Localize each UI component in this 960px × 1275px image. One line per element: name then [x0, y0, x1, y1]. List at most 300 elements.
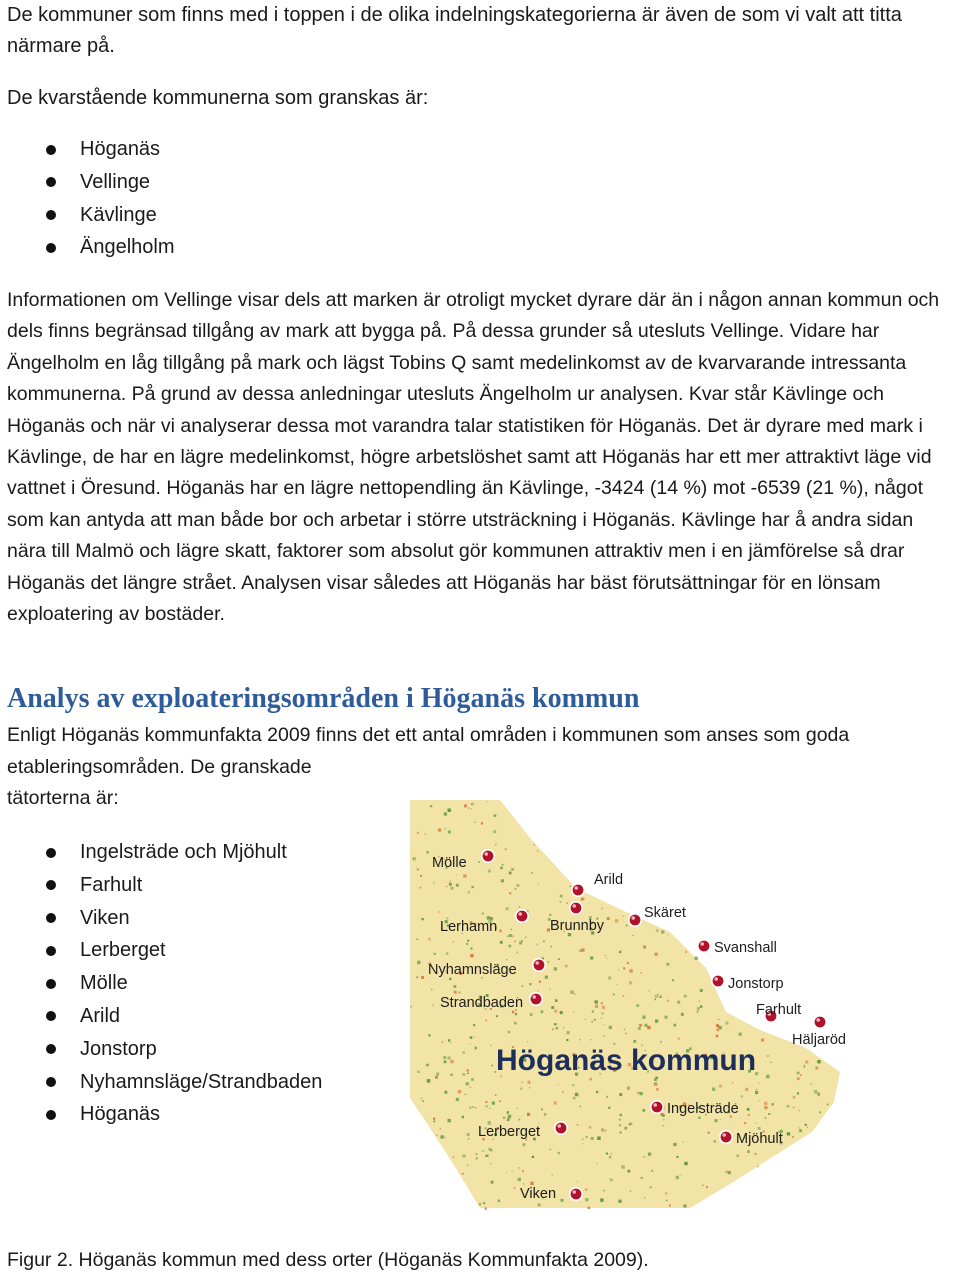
land-cover-dot	[450, 1042, 451, 1043]
land-cover-dot	[421, 1098, 423, 1100]
land-cover-dot	[544, 1113, 547, 1116]
land-cover-dot	[672, 979, 674, 981]
land-cover-dot	[620, 1131, 622, 1133]
land-cover-dot	[491, 1181, 494, 1184]
land-cover-dot	[447, 1056, 450, 1059]
land-cover-dot	[558, 1084, 559, 1085]
land-cover-dot	[554, 1101, 557, 1104]
land-cover-dot	[797, 1092, 799, 1094]
land-cover-dot	[623, 995, 625, 997]
place-label: Viken	[520, 1186, 557, 1202]
land-cover-dot	[608, 1107, 610, 1109]
land-cover-dot	[509, 872, 512, 875]
land-cover-dot	[522, 986, 524, 988]
place-label: Nyhamnsläge	[428, 962, 517, 978]
land-cover-dot	[492, 1102, 495, 1105]
land-cover-dot	[654, 1082, 657, 1085]
land-cover-dot	[470, 1107, 472, 1109]
place-label: Arild	[594, 872, 624, 888]
land-cover-dot	[552, 1174, 553, 1175]
land-cover-dot	[613, 994, 615, 996]
land-cover-dot	[551, 1006, 554, 1009]
land-cover-dot	[699, 1001, 700, 1002]
land-cover-dot	[433, 882, 434, 883]
land-cover-dot	[468, 1138, 470, 1140]
land-cover-dot	[458, 991, 460, 993]
land-cover-dot	[651, 1170, 653, 1172]
land-cover-dot	[629, 1123, 631, 1125]
land-cover-dot	[554, 967, 557, 970]
list-item: Nyhamnsläge/Strandbaden	[7, 1066, 322, 1099]
land-cover-dot	[602, 1006, 605, 1009]
land-cover-dot	[596, 1163, 597, 1164]
land-cover-dot	[417, 1071, 419, 1073]
land-cover-dot	[506, 959, 507, 960]
land-cover-dot	[805, 1124, 807, 1126]
land-cover-dot	[579, 950, 581, 952]
list-item: Lerberget	[7, 934, 322, 967]
place-label: Farhult	[756, 1002, 802, 1018]
land-cover-dot	[420, 875, 422, 877]
land-cover-dot	[486, 1155, 488, 1157]
land-cover-dot	[554, 1023, 556, 1025]
land-cover-dot	[732, 1082, 733, 1083]
land-cover-dot	[725, 1022, 728, 1025]
land-cover-dot	[607, 958, 608, 959]
land-cover-dot	[450, 1074, 453, 1077]
land-cover-dot	[517, 884, 520, 887]
place-marker-highlight	[714, 977, 718, 981]
land-cover-dot	[530, 1182, 533, 1185]
land-cover-dot	[560, 1011, 563, 1014]
land-cover-dot	[650, 1186, 652, 1188]
land-cover-dot	[629, 981, 632, 984]
land-cover-dot	[681, 1174, 682, 1175]
bullet-icon	[46, 913, 56, 923]
land-cover-dot	[416, 977, 418, 979]
land-cover-dot	[663, 1119, 664, 1120]
land-cover-dot	[805, 1060, 808, 1063]
land-cover-dot	[595, 1000, 598, 1003]
land-cover-dot	[501, 879, 504, 882]
land-cover-dot	[532, 872, 534, 874]
land-cover-dot	[522, 1143, 525, 1146]
land-cover-dot	[432, 1005, 433, 1006]
list-item: Viken	[7, 902, 322, 935]
list-item: Höganäs	[7, 1098, 322, 1131]
land-cover-dot	[517, 1108, 518, 1109]
land-cover-dot	[489, 1121, 490, 1122]
land-cover-dot	[552, 1029, 554, 1031]
place-label: Mjöhult	[736, 1131, 783, 1147]
land-cover-dot	[448, 1039, 450, 1041]
land-cover-dot	[488, 870, 491, 873]
land-cover-dot	[508, 1115, 512, 1119]
land-cover-dot	[799, 1127, 800, 1128]
land-cover-dot	[550, 946, 552, 948]
land-cover-dot	[458, 1090, 461, 1093]
land-cover-dot	[666, 963, 669, 966]
land-cover-dot	[464, 804, 467, 807]
land-cover-dot	[597, 1137, 601, 1141]
land-cover-dot	[633, 1040, 636, 1043]
list-item: Mölle	[7, 967, 322, 1000]
land-cover-dot	[467, 1069, 469, 1071]
land-cover-dot	[421, 976, 424, 979]
land-cover-dot	[444, 1091, 447, 1094]
bullet-icon	[46, 243, 56, 253]
land-cover-dot	[490, 1045, 491, 1046]
land-cover-dot	[610, 1178, 611, 1179]
land-cover-dot	[436, 1135, 438, 1137]
land-cover-dot	[506, 1172, 507, 1173]
land-cover-dot	[611, 1153, 612, 1154]
land-cover-dot	[643, 1109, 646, 1112]
land-cover-dot	[586, 1136, 588, 1138]
land-cover-dot	[766, 1075, 770, 1079]
bullet-icon	[46, 946, 56, 956]
land-cover-dot	[463, 1052, 465, 1054]
land-cover-dot	[466, 943, 468, 945]
land-cover-dot	[799, 1129, 802, 1132]
land-cover-dot	[488, 1148, 491, 1151]
land-cover-dot	[655, 953, 658, 956]
land-cover-dot	[656, 929, 659, 932]
land-cover-dot	[629, 969, 632, 972]
bullet-icon	[46, 1044, 56, 1054]
land-cover-dot	[471, 803, 474, 806]
land-cover-dot	[529, 983, 531, 985]
land-cover-dot	[601, 908, 603, 910]
place-marker-icon	[482, 850, 494, 862]
land-cover-dot	[470, 1087, 472, 1089]
land-cover-dot	[655, 995, 658, 998]
list-item: Jonstorp	[7, 1033, 322, 1066]
place-label: Svanshall	[714, 940, 777, 956]
land-cover-dot	[665, 1192, 667, 1194]
land-cover-dot	[716, 1035, 719, 1038]
land-cover-dot	[541, 1010, 544, 1013]
land-cover-dot	[426, 851, 429, 854]
land-cover-dot	[585, 1188, 588, 1191]
land-cover-dot	[677, 1001, 680, 1004]
land-cover-dot	[674, 1024, 677, 1027]
land-cover-dot	[527, 1041, 528, 1042]
land-cover-dot	[545, 976, 548, 979]
land-cover-dot	[600, 1198, 603, 1201]
land-cover-dot	[811, 1084, 812, 1085]
towns-list	[7, 836, 322, 1131]
section-heading: Analys av exploateringsområden i Höganäs kommun	[7, 683, 640, 714]
land-cover-dot	[717, 1029, 720, 1032]
land-cover-dot	[623, 967, 625, 969]
land-cover-dot	[566, 1039, 568, 1041]
land-cover-dot	[549, 914, 551, 916]
land-cover-dot	[483, 1202, 485, 1204]
land-cover-dot	[765, 1117, 767, 1119]
land-cover-dot	[446, 886, 447, 887]
land-cover-dot	[797, 1077, 800, 1080]
land-cover-dot	[589, 1126, 591, 1128]
land-cover-dot	[493, 830, 496, 833]
land-cover-dot	[476, 1158, 478, 1160]
land-cover-dot	[676, 1176, 679, 1179]
land-cover-dot	[499, 930, 502, 933]
land-cover-dot	[444, 813, 447, 816]
land-cover-dot	[554, 1010, 557, 1013]
land-cover-dot	[511, 868, 514, 871]
list-item: Vellinge	[7, 166, 175, 199]
land-cover-dot	[706, 1186, 708, 1188]
land-cover-dot	[487, 801, 488, 802]
land-cover-dot	[520, 1088, 522, 1090]
land-cover-dot	[502, 864, 503, 865]
land-cover-dot	[768, 1113, 770, 1115]
land-cover-dot	[417, 939, 418, 940]
land-cover-dot	[681, 1013, 684, 1016]
land-cover-dot	[748, 1114, 750, 1116]
analysis-paragraph: Informationen om Vellinge visar dels att marken är otroligt mycket dyrare där än i någon annan kommun och dels finns begränsad tillgång av mark att bygga på. På dessa grunder så utesluts Vellinge. Vidare har Ängelholm en låg tillgång på mark och lägst Tobins Q samt medelinkomst av de kvarvarande intressanta kommunerna. På grund av dessa anledningar utesluts Ängelholm ur analysen. Kvar står Kävlinge och Höganäs och när vi analyserar dessa mot varandra talar statistiken för Höganäs. Det är dyrare med mark i Kävlinge, de har en lägre medelinkomst, högre arbetslöshet samt att Höganäs har ett mer attraktivt läge vid vattnet i Öresund. Höganäs har en lägre nettopendling än Kävlinge, -3424 (14 %) mot -6539 (21 %), något som kan antyda att man både bor och arbetar i större utsträckning i Höganäs. Kävlinge har å andra sidan nära till Malmö och lägre skatt, faktorer som absolut gör kommunen attraktiv men i en jämförelse så drar Höganäs det längre strået. Analysen visar således att Höganäs har bäst förutsättningar för en lönsam exploatering av bostäder.	[7, 289, 940, 626]
land-cover-dot	[512, 1170, 513, 1171]
land-cover-dot	[448, 1119, 451, 1122]
land-cover-dot	[585, 1019, 586, 1020]
land-cover-dot	[485, 1101, 487, 1103]
land-cover-dot	[514, 941, 515, 942]
land-cover-dot	[467, 1133, 470, 1136]
land-cover-dot	[683, 1142, 684, 1143]
land-cover-dot	[609, 1026, 612, 1029]
land-cover-dot	[468, 807, 469, 808]
land-cover-dot	[764, 1106, 767, 1109]
land-cover-dot	[667, 1000, 669, 1002]
land-cover-dot	[438, 911, 440, 913]
land-cover-dot	[440, 1128, 442, 1130]
land-cover-dot	[582, 1139, 583, 1140]
land-cover-dot	[417, 961, 421, 965]
land-cover-dot	[793, 1107, 794, 1108]
land-cover-dot	[473, 1024, 475, 1026]
land-cover-dot	[641, 1177, 643, 1179]
land-cover-dot	[608, 977, 611, 980]
land-cover-dot	[486, 1105, 488, 1107]
land-cover-dot	[508, 1031, 511, 1034]
land-cover-dot	[755, 1091, 758, 1094]
land-cover-dot	[539, 981, 541, 983]
land-cover-dot	[550, 1149, 552, 1151]
land-cover-dot	[580, 1106, 581, 1107]
land-cover-dot	[725, 1171, 727, 1173]
land-cover-dot	[443, 1056, 446, 1059]
bullet-icon	[46, 880, 56, 890]
land-cover-dot	[744, 1122, 746, 1124]
place-marker-highlight	[700, 942, 704, 946]
land-cover-dot	[617, 984, 618, 985]
land-cover-dot	[451, 887, 454, 890]
land-cover-dot	[512, 1011, 514, 1013]
bullet-icon	[46, 1077, 56, 1087]
land-cover-dot	[581, 898, 584, 901]
land-cover-dot	[509, 892, 511, 894]
figure-caption: Figur 2. Höganäs kommun med dess orter (Höganäs Kommunfakta 2009).	[7, 1249, 649, 1271]
land-cover-dot	[661, 930, 664, 933]
place-marker-highlight	[722, 1133, 726, 1137]
land-cover-dot	[479, 1203, 481, 1205]
land-cover-dot	[475, 1153, 477, 1155]
land-cover-dot	[588, 1207, 590, 1209]
land-cover-dot	[601, 1129, 604, 1132]
land-cover-dot	[514, 1022, 517, 1025]
land-cover-dot	[719, 1085, 722, 1088]
land-cover-dot	[644, 1197, 645, 1198]
land-cover-dot	[577, 1181, 578, 1182]
list-item: Arild	[7, 1000, 322, 1033]
place-marker-highlight	[653, 1103, 657, 1107]
place-marker-icon	[530, 993, 542, 1005]
land-cover-dot	[630, 1190, 631, 1191]
land-cover-dot	[619, 1119, 621, 1121]
place-marker-icon	[516, 910, 528, 922]
land-cover-dot	[761, 1039, 764, 1042]
land-cover-dot	[619, 951, 621, 953]
land-cover-dot	[567, 902, 569, 904]
land-cover-dot	[678, 1038, 680, 1040]
land-cover-dot	[604, 1130, 606, 1132]
land-cover-dot	[449, 883, 452, 886]
list-item: Kävlinge	[7, 199, 175, 232]
land-cover-dot	[804, 1065, 805, 1066]
land-cover-dot	[453, 985, 456, 988]
list-item: Farhult	[7, 869, 322, 902]
land-cover-dot	[466, 1082, 469, 1085]
land-cover-dot	[456, 875, 457, 876]
land-cover-dot	[467, 1164, 469, 1166]
place-label: Lerhamn	[440, 919, 498, 935]
land-cover-dot	[719, 1026, 722, 1029]
place-marker-icon	[533, 959, 545, 971]
land-cover-dot	[449, 978, 451, 980]
land-cover-dot	[720, 1119, 721, 1120]
land-cover-dot	[764, 1102, 767, 1105]
land-cover-dot	[469, 1043, 470, 1044]
land-cover-dot	[522, 1170, 524, 1172]
land-cover-dot	[643, 946, 646, 949]
land-cover-dot	[527, 1113, 530, 1116]
land-cover-dot	[640, 1092, 643, 1095]
land-cover-dot	[428, 1034, 430, 1036]
land-cover-dot	[423, 1100, 425, 1102]
land-cover-dot	[639, 1024, 642, 1027]
land-cover-dot	[485, 1020, 487, 1022]
land-cover-dot	[529, 1087, 530, 1088]
land-cover-dot	[503, 1117, 505, 1119]
land-cover-dot	[620, 1114, 622, 1116]
land-cover-dot	[660, 1113, 663, 1116]
land-cover-dot	[628, 1170, 631, 1173]
land-cover-dot	[534, 844, 535, 845]
land-cover-dot	[435, 1076, 438, 1079]
land-cover-dot	[697, 1011, 699, 1013]
land-cover-dot	[507, 935, 509, 937]
place-marker-highlight	[557, 1124, 561, 1128]
land-cover-dot	[537, 990, 538, 991]
land-cover-dot	[624, 1127, 627, 1130]
land-cover-dot	[450, 1060, 453, 1063]
place-label: Mölle	[432, 855, 467, 871]
land-cover-dot	[609, 1156, 612, 1159]
land-cover-dot	[555, 999, 558, 1002]
land-cover-dot	[471, 1078, 474, 1081]
land-cover-dot	[543, 940, 545, 942]
remaining-intro: De kvarstående kommunerna som granskas är:	[7, 87, 429, 109]
land-cover-dot	[807, 1127, 808, 1128]
land-cover-dot	[618, 1200, 621, 1203]
land-cover-dot	[475, 1107, 476, 1108]
land-cover-dot	[615, 919, 618, 922]
land-cover-dot	[518, 1178, 521, 1181]
land-cover-dot	[602, 1012, 604, 1014]
land-cover-dot	[512, 935, 514, 937]
land-cover-dot	[718, 1019, 719, 1020]
land-cover-dot	[603, 1024, 604, 1025]
land-cover-dot	[561, 1199, 564, 1202]
land-cover-dot	[662, 1125, 663, 1126]
land-cover-dot	[642, 1016, 645, 1019]
land-cover-dot	[514, 1187, 516, 1189]
land-cover-dot	[676, 1156, 678, 1158]
land-cover-dot	[532, 1156, 534, 1158]
place-marker-icon	[814, 1016, 826, 1028]
land-cover-dot	[647, 1026, 650, 1029]
land-cover-dot	[446, 952, 448, 954]
land-cover-dot	[606, 1153, 608, 1155]
land-cover-dot	[490, 1163, 491, 1164]
land-cover-dot	[463, 1073, 466, 1076]
land-cover-dot	[683, 1205, 686, 1208]
list-item: Ängelholm	[7, 231, 175, 264]
land-cover-dot	[445, 1137, 446, 1138]
place-marker-highlight	[518, 912, 522, 916]
land-cover-dot	[747, 1150, 750, 1153]
section-paragraph: Enligt Höganäs kommunfakta 2009 finns det ett antal områden i kommunen som anses som goda etableringsområden. De granskade tätorterna är:	[7, 724, 850, 810]
land-cover-dot	[470, 954, 473, 957]
land-cover-dot	[624, 1029, 625, 1030]
land-cover-dot	[627, 962, 629, 964]
land-cover-dot	[494, 814, 496, 816]
bullet-icon	[46, 145, 56, 155]
land-cover-dot	[530, 1013, 533, 1016]
land-cover-dot	[590, 1039, 591, 1040]
land-cover-dot	[771, 1062, 772, 1063]
land-cover-dot	[441, 1135, 444, 1138]
land-cover-dot	[498, 1200, 501, 1203]
land-cover-dot	[516, 952, 518, 954]
land-cover-dot	[467, 940, 469, 942]
bullet-icon	[46, 210, 56, 220]
land-cover-dot	[413, 857, 416, 860]
land-cover-dot	[570, 886, 572, 888]
map-title: Höganäs kommun	[496, 1044, 757, 1077]
land-cover-dot	[574, 994, 576, 996]
land-cover-dot	[470, 1036, 473, 1039]
land-cover-dot	[556, 1027, 558, 1029]
land-cover-dot	[756, 1123, 757, 1124]
land-cover-dot	[581, 948, 584, 951]
land-cover-dot	[420, 887, 422, 889]
land-cover-dot	[592, 1011, 594, 1013]
land-cover-dot	[565, 965, 568, 968]
place-marker-icon	[555, 1122, 567, 1134]
land-cover-dot	[474, 822, 475, 823]
